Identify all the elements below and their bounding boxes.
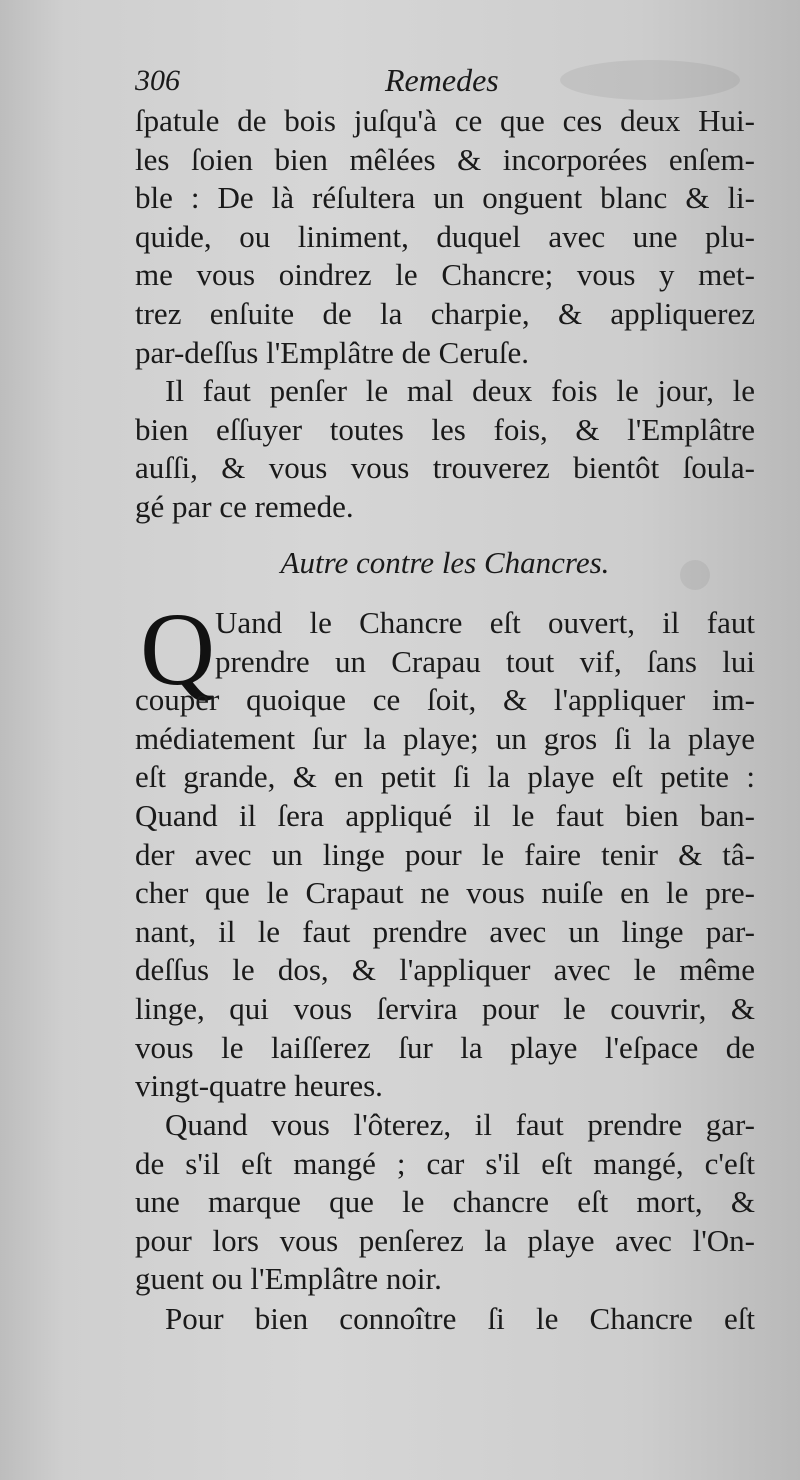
- text-line: vingt-quatre heures.: [135, 1068, 383, 1104]
- text-line: trez enſuite de la charpie, & appliquerez: [135, 295, 755, 331]
- text-line: gé par ce remede.: [135, 488, 354, 524]
- text-line: par-deſſus l'Emplâtre de Ceruſe.: [135, 334, 530, 370]
- text-line: Il faut penſer le mal deux fois le jour, le: [165, 373, 755, 408]
- page-number: 306: [135, 64, 180, 97]
- text-line: eſt grande, & en petit ſi la playe eſt petite :: [135, 759, 755, 795]
- page-header: [135, 60, 755, 104]
- text-line: ble : De là réſultera un onguent blanc & li-: [135, 180, 755, 216]
- paragraph-2: [135, 372, 755, 526]
- text-line: les ſoien bien mêlées & incorporées enſem-: [135, 141, 755, 177]
- text-line: de s'il eſt mangé ; car s'il eſt mangé, c'eſt: [135, 1145, 755, 1181]
- drop-cap: Q: [140, 592, 216, 707]
- text-line: deſſus le dos, & l'appliquer avec le même: [135, 952, 755, 988]
- text-line: prendre un Crapau tout vif, ſans lui: [215, 643, 755, 679]
- text-line: vous le laiſſerez ſur la playe l'eſpace de: [135, 1029, 755, 1065]
- text-line: Quand vous l'ôterez, il faut prendre gar-: [165, 1107, 755, 1142]
- text-line: couper quoique ce ſoit, & l'appliquer im-: [135, 682, 755, 718]
- text-line: médiatement ſur la playe; un gros ſi la playe: [135, 720, 755, 756]
- text-line: cher que le Crapaut ne vous nuiſe en le pre-: [135, 875, 755, 911]
- text-line: pour lors vous penſerez la playe avec l'On-: [135, 1222, 755, 1258]
- text-line: nant, il le faut prendre avec un linge par-: [135, 913, 755, 949]
- text-line: Quand il ſera appliqué il le faut bien ban-: [135, 797, 755, 833]
- text-line: linge, qui vous ſervira pour le couvrir, &: [135, 990, 755, 1026]
- text-line: guent ou l'Emplâtre noir.: [135, 1261, 442, 1297]
- paragraph-1: [135, 102, 755, 372]
- paragraph-3: [135, 604, 755, 1106]
- running-head: Remedes: [385, 62, 499, 98]
- text-line: bien eſſuyer toutes les fois, & l'Emplâtre: [135, 411, 755, 447]
- section-subheading: Autre contre les Chancres.: [280, 545, 610, 580]
- text-line: ſpatule de bois juſqu'à ce que ces deux Hui-: [135, 103, 755, 138]
- text-line: Pour bien connoître ſi le Chancre eſt: [165, 1301, 755, 1336]
- text-line: une marque que le chancre eſt mort, &: [135, 1184, 755, 1220]
- paragraph-4: [135, 1106, 755, 1299]
- text-line: quide, ou liniment, duquel avec une plu-: [135, 218, 755, 254]
- paragraph-5: [135, 1300, 755, 1339]
- text-line: Uand le Chancre eſt ouvert, il faut: [215, 605, 755, 640]
- text-line: der avec un linge pour le faire tenir & tâ-: [135, 836, 755, 872]
- text-line: auſſi, & vous vous trouverez bientôt ſoula-: [135, 450, 755, 486]
- text-line: me vous oindrez le Chancre; vous y met-: [135, 257, 755, 293]
